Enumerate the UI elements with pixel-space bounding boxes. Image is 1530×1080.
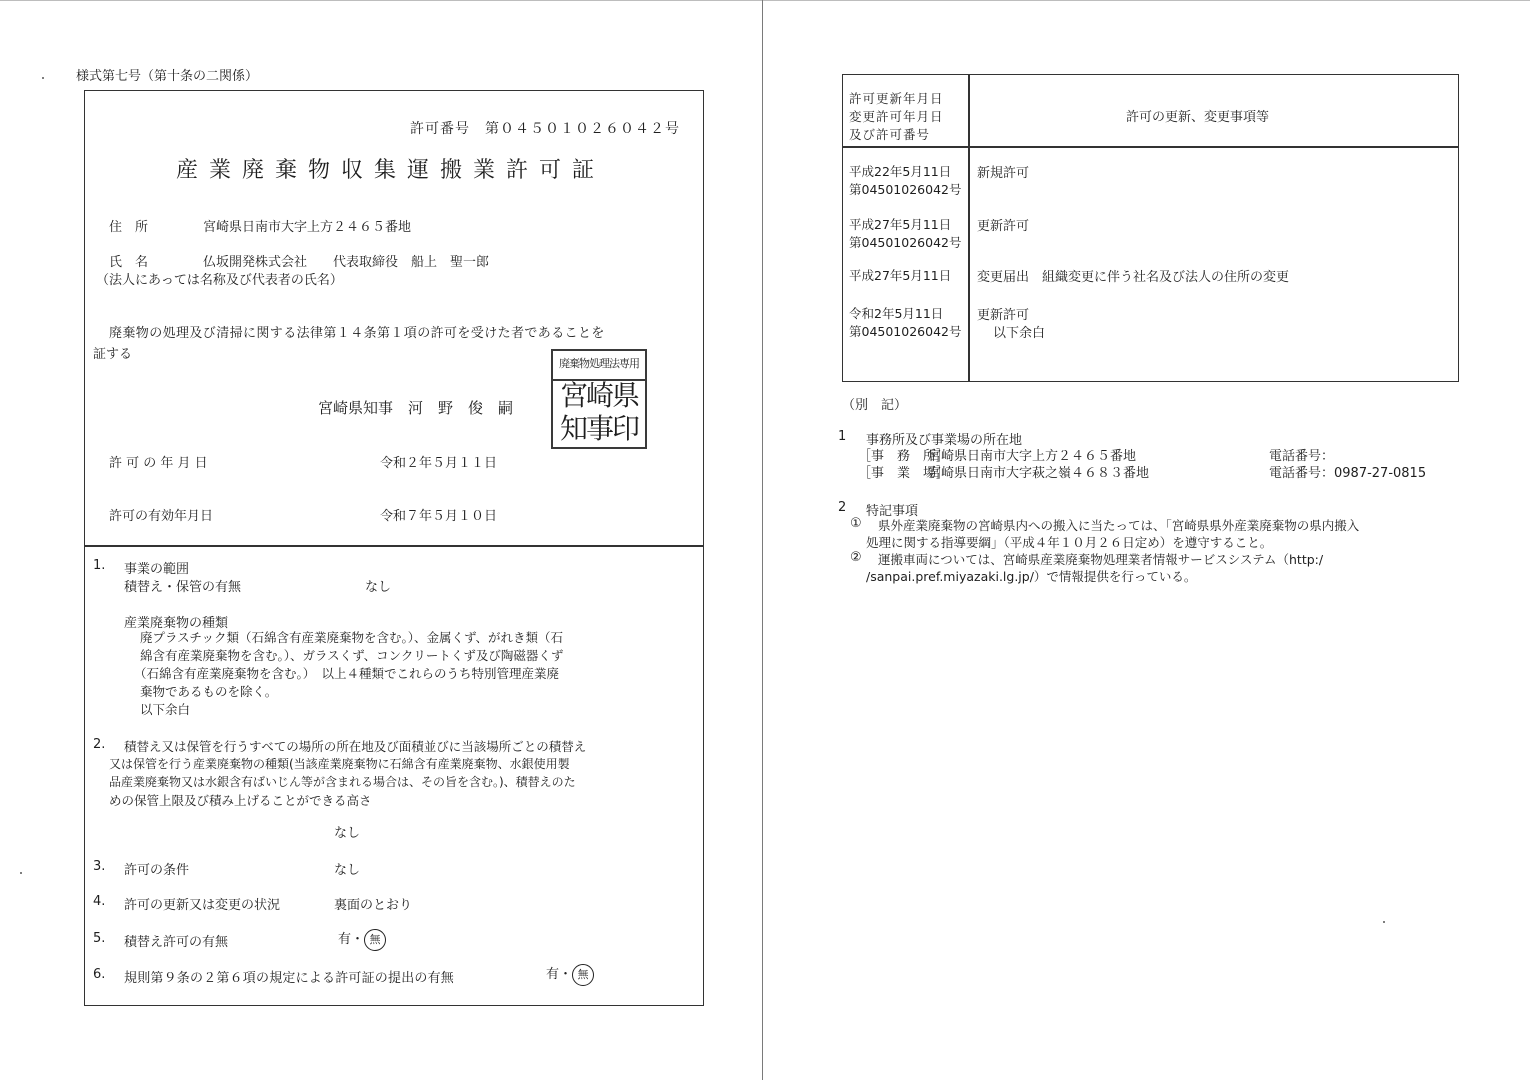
item-5-label: 積替え許可の有無	[124, 935, 229, 950]
site-address: 宮崎県日南市大字萩之嶺４６８３番地	[928, 466, 1150, 481]
page-divider	[762, 0, 763, 1080]
history-row-date: 令和2年5月11日	[849, 306, 944, 321]
history-row-desc: 変更届出 組織変更に伴う社名及び法人の住所の変更	[977, 270, 1290, 285]
item-6-number: 6.	[93, 967, 106, 982]
scan-speck	[1383, 921, 1385, 923]
scan-speck	[20, 872, 22, 874]
item-5-choice	[338, 928, 386, 951]
item-6-choice	[546, 963, 594, 986]
history-table-column-divider	[968, 74, 970, 382]
address-label: 住 所	[109, 220, 149, 235]
item-3-label: 許可の条件	[124, 863, 190, 878]
appendix-section-1-title: 事務所及び事業場の所在地	[866, 433, 1023, 448]
history-row-date: 平成22年5月11日	[849, 164, 952, 179]
office-label: ［事 務 所］	[858, 449, 950, 464]
item-5-no-circled: 無	[364, 929, 386, 951]
issuer-name: 宮崎県知事 河 野 俊 嗣	[318, 399, 514, 417]
name-value: 仏坂開発株式会社 代表取締役 船上 聖一郎	[203, 255, 490, 270]
site-phone: 電話番号：0987-27-0815	[1269, 466, 1427, 481]
item-2-number: 2.	[93, 737, 106, 752]
item-3-number: 3.	[93, 859, 106, 874]
history-row-desc: 新規許可	[977, 166, 1030, 181]
item-4-value: 裏面のとおり	[334, 898, 413, 913]
seal-line-2: 知事印	[559, 412, 638, 445]
office-phone: 電話番号：	[1269, 449, 1335, 464]
note-2-line-1: 運搬車両については、宮崎県産業廃棄物処理業者情報サービスシステム（http:/	[878, 552, 1324, 567]
history-table-header-divider	[842, 146, 1459, 148]
history-header-col1-line: 許可更新年月日	[849, 91, 944, 106]
item-5-separator: ・	[351, 932, 365, 947]
history-row-number: 第04501026042号	[849, 182, 962, 197]
item-1-title: 事業の範囲	[124, 562, 190, 577]
history-header-col2: 許可の更新、変更事項等	[1126, 110, 1270, 125]
history-row-desc: 更新許可	[977, 308, 1030, 323]
item-2-line: 品産業廃棄物又は水銀含有ばいじん等が含まれる場合は、その旨を含む。)、積替えのた	[109, 775, 576, 789]
waste-types-line: 綿含有産業廃棄物を含む。）、ガラスくず、コンクリートくず及び陶磁器くず	[140, 648, 564, 663]
history-row-date: 平成27年5月11日	[849, 217, 952, 232]
certificate-section-divider	[84, 545, 704, 547]
item-5-yes: 有	[338, 932, 352, 947]
permit-date-label: 許 可 の 年 月 日	[109, 456, 208, 471]
item-4-number: 4.	[93, 894, 106, 909]
history-header-col1-line: 及び許可番号	[849, 127, 931, 142]
history-row-number: 第04501026042号	[849, 324, 962, 339]
item-6-yes: 有	[546, 967, 560, 982]
permit-number: 許可番号 第０４５０１０２６０４２号	[410, 121, 680, 137]
waste-types-line: （石綿含有産業廃棄物を含む。） 以上４種類でこれらのうち特別管理産業廃	[134, 666, 560, 681]
waste-types-title: 産業廃棄物の種類	[124, 616, 229, 631]
page-top-edge	[0, 0, 1530, 1]
statement-line-1: 廃棄物の処理及び清掃に関する法律第１４条第１項の許可を受けた者であることを	[109, 326, 605, 341]
official-seal	[551, 349, 647, 449]
item-4-label: 許可の更新又は変更の状況	[124, 898, 281, 913]
history-row-desc-end: 以下余白	[993, 326, 1046, 341]
note-1-line-2: 処理に関する指導要綱」（平成４年１０月２６日定め）を遵守すること。	[866, 535, 1273, 550]
address-value: 宮崎県日南市大字上方２４６５番地	[203, 220, 412, 235]
waste-types-line: 以下余白	[140, 702, 191, 717]
waste-types-line: 棄物であるものを除く。	[140, 684, 278, 699]
note-1-mark: ①	[850, 516, 862, 531]
history-row-date: 平成27年5月11日	[849, 268, 952, 283]
item-2-line: めの保管上限及び積み上げることができる高さ	[109, 793, 372, 808]
item-6-separator: ・	[559, 967, 573, 982]
scan-speck	[42, 77, 44, 79]
appendix-title: （別 記）	[842, 398, 908, 413]
site-label: ［事 業 場］	[858, 466, 950, 481]
item-6-label: 規則第９条の２第６項の規定による許可証の提出の有無	[124, 971, 455, 986]
item-2-value: なし	[334, 826, 361, 841]
storage-value: なし	[365, 580, 392, 595]
appendix-section-2-number: 2	[838, 500, 847, 515]
office-address: 宮崎県日南市大字上方２４６５番地	[928, 449, 1137, 464]
item-1-number: 1.	[93, 558, 106, 573]
seal-line-1: 宮崎県	[559, 379, 638, 412]
note-1-line-1: 県外産業廃棄物の宮崎県内への搬入に当たっては、「宮崎県県外産業廃棄物の県内搬入	[878, 518, 1360, 533]
history-row-number: 第04501026042号	[849, 235, 962, 250]
item-2-line: 積替え又は保管を行うすべての場所の所在地及び面積並びに当該場所ごとの積替え	[124, 739, 587, 754]
note-2-line-2: /sanpai.pref.miyazaki.lg.jp/）で情報提供を行っている。	[866, 569, 1197, 584]
certificate-title: 産業廃棄物収集運搬業許可証	[176, 158, 606, 183]
history-header-col1-line: 変更許可年月日	[849, 109, 944, 124]
name-label: 氏 名	[109, 255, 149, 270]
storage-label: 積替え・保管の有無	[124, 580, 242, 595]
permit-date-value: 令和２年５月１１日	[380, 456, 498, 471]
appendix-section-1-number: 1	[838, 429, 847, 444]
item-3-value: なし	[334, 863, 361, 878]
form-label: 様式第七号（第十条の二関係）	[76, 69, 259, 84]
item-6-no-circled: 無	[572, 964, 594, 986]
history-header-col1	[849, 90, 944, 144]
appendix-section-2-title: 特記事項	[866, 504, 919, 519]
item-5-number: 5.	[93, 931, 106, 946]
valid-date-label: 許可の有効年月日	[109, 509, 214, 524]
history-row-desc: 更新許可	[977, 219, 1030, 234]
valid-date-value: 令和７年５月１０日	[380, 509, 498, 524]
name-note: （法人にあっては名称及び代表者の氏名）	[96, 273, 343, 288]
waste-types-line: 廃プラスチック類（石綿含有産業廃棄物を含む。）、金属くず、がれき類（石	[140, 630, 564, 645]
item-2-line: 又は保管を行う産業廃棄物の種類(当該産業廃棄物に石綿含有産業廃棄物、水銀使用製	[109, 757, 570, 771]
note-2-mark: ②	[850, 550, 862, 565]
seal-top-text: 廃棄物処理法専用	[553, 351, 645, 381]
statement-line-2: 証する	[93, 347, 133, 362]
